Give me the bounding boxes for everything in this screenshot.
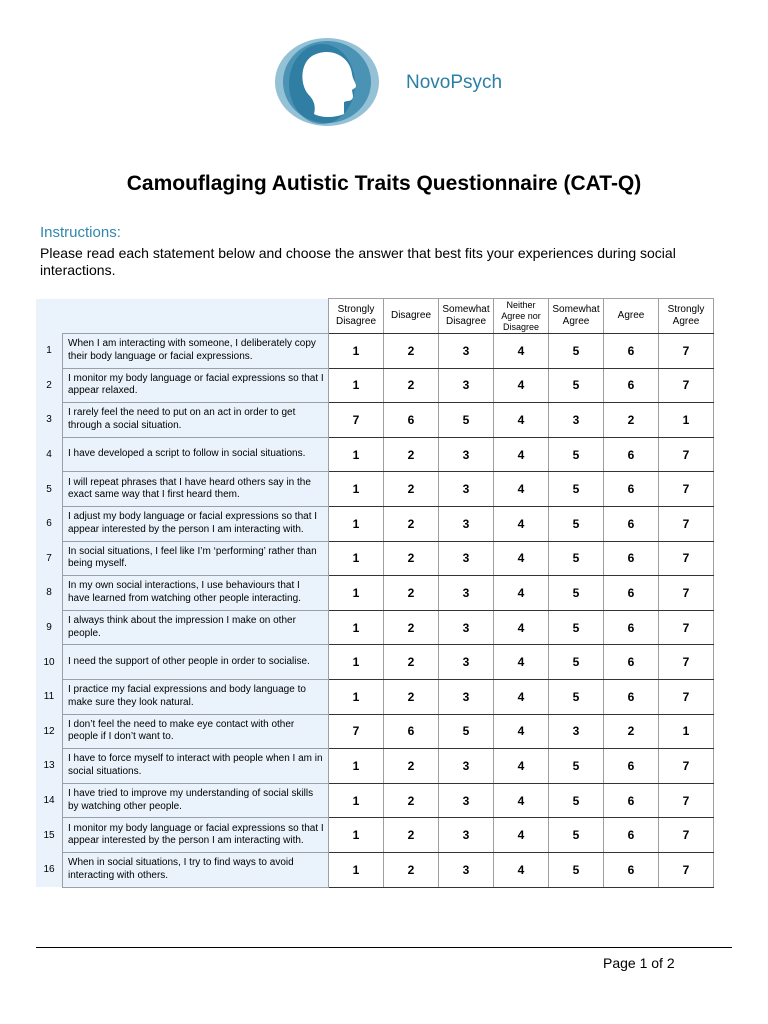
response-option[interactable]: 2 (384, 437, 439, 472)
response-option[interactable]: 3 (439, 576, 494, 611)
response-option[interactable]: 4 (494, 679, 549, 714)
question-number: 1 (36, 334, 63, 369)
response-option[interactable]: 5 (549, 541, 604, 576)
response-option[interactable]: 7 (659, 610, 714, 645)
question-statement: When I am interacting with someone, I deliberately copy their body language or facial expressions. (63, 334, 329, 369)
header-strongly-agree: Strongly Agree (659, 299, 714, 334)
question-statement: I have to force myself to interact with people when I am in social situations. (63, 749, 329, 784)
response-option[interactable]: 4 (494, 749, 549, 784)
response-option[interactable]: 2 (384, 679, 439, 714)
question-row (36, 852, 714, 887)
response-option[interactable]: 4 (494, 645, 549, 680)
response-option[interactable]: 7 (659, 576, 714, 611)
question-number: 15 (36, 818, 63, 853)
response-option[interactable]: 6 (604, 541, 659, 576)
response-option[interactable]: 1 (659, 403, 714, 438)
header-strongly-disagree: Strongly Disagree (329, 299, 384, 334)
response-option[interactable]: 5 (549, 506, 604, 541)
response-option[interactable]: 7 (659, 818, 714, 853)
response-option[interactable]: 6 (604, 679, 659, 714)
response-option[interactable]: 5 (549, 334, 604, 369)
question-row (36, 679, 714, 714)
response-option[interactable]: 2 (384, 645, 439, 680)
response-option[interactable]: 4 (494, 541, 549, 576)
response-option[interactable]: 3 (439, 472, 494, 507)
question-row (36, 645, 714, 680)
question-number: 7 (36, 541, 63, 576)
response-option[interactable]: 1 (329, 679, 384, 714)
response-option[interactable]: 7 (329, 403, 384, 438)
response-option[interactable]: 3 (439, 437, 494, 472)
response-option[interactable]: 5 (549, 576, 604, 611)
response-option[interactable]: 6 (604, 852, 659, 887)
response-option[interactable]: 3 (439, 852, 494, 887)
header-disagree: Disagree (384, 299, 439, 334)
question-number: 2 (36, 368, 63, 403)
question-row (36, 610, 714, 645)
question-row (36, 437, 714, 472)
response-option[interactable]: 7 (659, 783, 714, 818)
response-option[interactable]: 7 (659, 749, 714, 784)
question-statement: I don’t feel the need to make eye contact with other people if I don’t want to. (63, 714, 329, 749)
header-somewhat-disagree: Somewhat Disagree (439, 299, 494, 334)
question-number: 12 (36, 714, 63, 749)
response-option[interactable]: 3 (439, 334, 494, 369)
header-agree: Agree (604, 299, 659, 334)
response-option[interactable]: 1 (329, 852, 384, 887)
response-option[interactable]: 7 (659, 506, 714, 541)
question-number: 8 (36, 576, 63, 611)
response-option[interactable]: 6 (384, 403, 439, 438)
response-option[interactable]: 7 (659, 645, 714, 680)
response-option[interactable]: 6 (604, 783, 659, 818)
response-option[interactable]: 4 (494, 437, 549, 472)
header-neither: Neither Agree nor Disagree (494, 299, 549, 334)
response-option[interactable]: 1 (329, 506, 384, 541)
question-number: 10 (36, 645, 63, 680)
response-option[interactable]: 5 (549, 645, 604, 680)
question-statement: I will repeat phrases that I have heard others say in the exact same way that I first heard them. (63, 472, 329, 507)
response-option[interactable]: 4 (494, 403, 549, 438)
header-somewhat-agree: Somewhat Agree (549, 299, 604, 334)
question-number: 13 (36, 749, 63, 784)
question-row (36, 368, 714, 403)
response-option[interactable]: 1 (329, 541, 384, 576)
response-option[interactable]: 5 (549, 852, 604, 887)
brand-name: NovoPsych (406, 72, 503, 93)
response-option[interactable]: 5 (549, 472, 604, 507)
response-option[interactable]: 6 (604, 576, 659, 611)
question-row (36, 749, 714, 784)
question-statement: I monitor my body language or facial expressions so that I appear relaxed. (63, 368, 329, 403)
response-option[interactable]: 5 (549, 610, 604, 645)
question-statement: In social situations, I feel like I’m ‘performing’ rather than being myself. (63, 541, 329, 576)
response-option[interactable]: 3 (439, 610, 494, 645)
response-option[interactable]: 4 (494, 368, 549, 403)
response-option[interactable]: 5 (439, 403, 494, 438)
response-option[interactable]: 3 (439, 783, 494, 818)
question-statement: When in social situations, I try to find ways to avoid interacting with others. (63, 852, 329, 887)
response-option[interactable]: 3 (439, 749, 494, 784)
response-option[interactable]: 3 (439, 368, 494, 403)
response-option[interactable]: 2 (384, 610, 439, 645)
response-option[interactable]: 2 (604, 714, 659, 749)
response-option[interactable]: 2 (384, 818, 439, 853)
response-option[interactable]: 7 (659, 679, 714, 714)
response-option[interactable]: 1 (329, 749, 384, 784)
response-option[interactable]: 4 (494, 783, 549, 818)
response-option[interactable]: 6 (604, 437, 659, 472)
response-option[interactable]: 7 (659, 334, 714, 369)
page-number: Page 1 of 2 (603, 955, 675, 971)
response-option[interactable]: 5 (549, 818, 604, 853)
question-row (36, 714, 714, 749)
response-option[interactable]: 3 (549, 714, 604, 749)
response-option[interactable]: 1 (329, 610, 384, 645)
response-option[interactable]: 5 (549, 437, 604, 472)
response-option[interactable]: 7 (659, 368, 714, 403)
instructions-text: Please read each statement below and choose the answer that best fits your experiences during social interactions. (40, 245, 676, 278)
response-option[interactable]: 3 (439, 506, 494, 541)
question-number: 4 (36, 437, 63, 472)
response-option[interactable]: 6 (604, 610, 659, 645)
response-option[interactable]: 3 (439, 818, 494, 853)
response-option[interactable]: 7 (659, 437, 714, 472)
response-option[interactable]: 1 (329, 645, 384, 680)
response-option[interactable]: 2 (384, 334, 439, 369)
question-number: 6 (36, 506, 63, 541)
response-option[interactable]: 6 (384, 714, 439, 749)
response-option[interactable]: 2 (604, 403, 659, 438)
response-option[interactable]: 6 (604, 818, 659, 853)
question-number: 14 (36, 783, 63, 818)
response-option[interactable]: 7 (659, 472, 714, 507)
instructions-heading: Instructions: (40, 224, 121, 241)
header-row (36, 299, 714, 334)
question-row (36, 541, 714, 576)
question-statement: In my own social interactions, I use behaviours that I have learned from watching other people interacting. (63, 576, 329, 611)
response-option[interactable]: 2 (384, 368, 439, 403)
question-statement: I need the support of other people in order to socialise. (63, 645, 329, 680)
response-option[interactable]: 4 (494, 334, 549, 369)
response-option[interactable]: 7 (659, 852, 714, 887)
response-option[interactable]: 4 (494, 472, 549, 507)
question-number: 11 (36, 679, 63, 714)
response-option[interactable]: 1 (659, 714, 714, 749)
response-option[interactable]: 2 (384, 576, 439, 611)
question-number: 16 (36, 852, 63, 887)
response-option[interactable]: 1 (329, 368, 384, 403)
response-option[interactable]: 2 (384, 749, 439, 784)
response-option[interactable]: 2 (384, 472, 439, 507)
response-option[interactable]: 5 (549, 749, 604, 784)
response-option[interactable]: 4 (494, 852, 549, 887)
response-option[interactable]: 1 (329, 437, 384, 472)
question-statement: I have developed a script to follow in social situations. (63, 437, 329, 472)
response-option[interactable]: 6 (604, 749, 659, 784)
question-row (36, 506, 714, 541)
response-option[interactable]: 2 (384, 783, 439, 818)
question-number: 5 (36, 472, 63, 507)
response-option[interactable]: 6 (604, 368, 659, 403)
question-number: 3 (36, 403, 63, 438)
response-option[interactable]: 7 (659, 541, 714, 576)
questionnaire-table (36, 298, 714, 888)
response-option[interactable]: 5 (439, 714, 494, 749)
response-option[interactable]: 6 (604, 506, 659, 541)
response-option[interactable]: 4 (494, 714, 549, 749)
response-option[interactable]: 6 (604, 334, 659, 369)
response-option[interactable]: 1 (329, 576, 384, 611)
response-option[interactable]: 5 (549, 783, 604, 818)
question-statement: I monitor my body language or facial expressions so that I appear interested by the person I am interacting with. (63, 818, 329, 853)
footer-divider (36, 947, 732, 948)
response-option[interactable]: 4 (494, 506, 549, 541)
response-option[interactable]: 1 (329, 334, 384, 369)
response-option[interactable]: 7 (329, 714, 384, 749)
response-option[interactable]: 6 (604, 645, 659, 680)
response-option[interactable]: 1 (329, 472, 384, 507)
response-option[interactable]: 4 (494, 610, 549, 645)
question-row (36, 472, 714, 507)
response-option[interactable]: 4 (494, 576, 549, 611)
response-option[interactable]: 1 (329, 783, 384, 818)
response-option[interactable]: 5 (549, 368, 604, 403)
question-row (36, 783, 714, 818)
question-statement: I have tried to improve my understanding of social skills by watching other people. (63, 783, 329, 818)
question-statement: I always think about the impression I make on other people. (63, 610, 329, 645)
response-option[interactable]: 3 (549, 403, 604, 438)
response-option[interactable]: 2 (384, 506, 439, 541)
question-row (36, 818, 714, 853)
novopsych-logo-icon (272, 34, 382, 130)
question-number: 9 (36, 610, 63, 645)
question-statement: I adjust my body language or facial expressions so that I appear interested by the person I am interacting with. (63, 506, 329, 541)
question-statement: I rarely feel the need to put on an act in order to get through a social situation. (63, 403, 329, 438)
response-option[interactable]: 3 (439, 645, 494, 680)
header-statement-cell (63, 299, 329, 334)
header-number-cell (36, 299, 63, 334)
question-row (36, 403, 714, 438)
question-statement: I practice my facial expressions and body language to make sure they look natural. (63, 679, 329, 714)
page-title: Camouflaging Autistic Traits Questionnaire (CAT-Q) (126, 172, 642, 195)
response-option[interactable]: 3 (439, 679, 494, 714)
response-option[interactable]: 2 (384, 852, 439, 887)
response-option[interactable]: 6 (604, 472, 659, 507)
response-option[interactable]: 5 (549, 679, 604, 714)
response-option[interactable]: 1 (329, 818, 384, 853)
question-row (36, 576, 714, 611)
response-option[interactable]: 3 (439, 541, 494, 576)
response-option[interactable]: 4 (494, 818, 549, 853)
response-option[interactable]: 2 (384, 541, 439, 576)
question-row (36, 334, 714, 369)
